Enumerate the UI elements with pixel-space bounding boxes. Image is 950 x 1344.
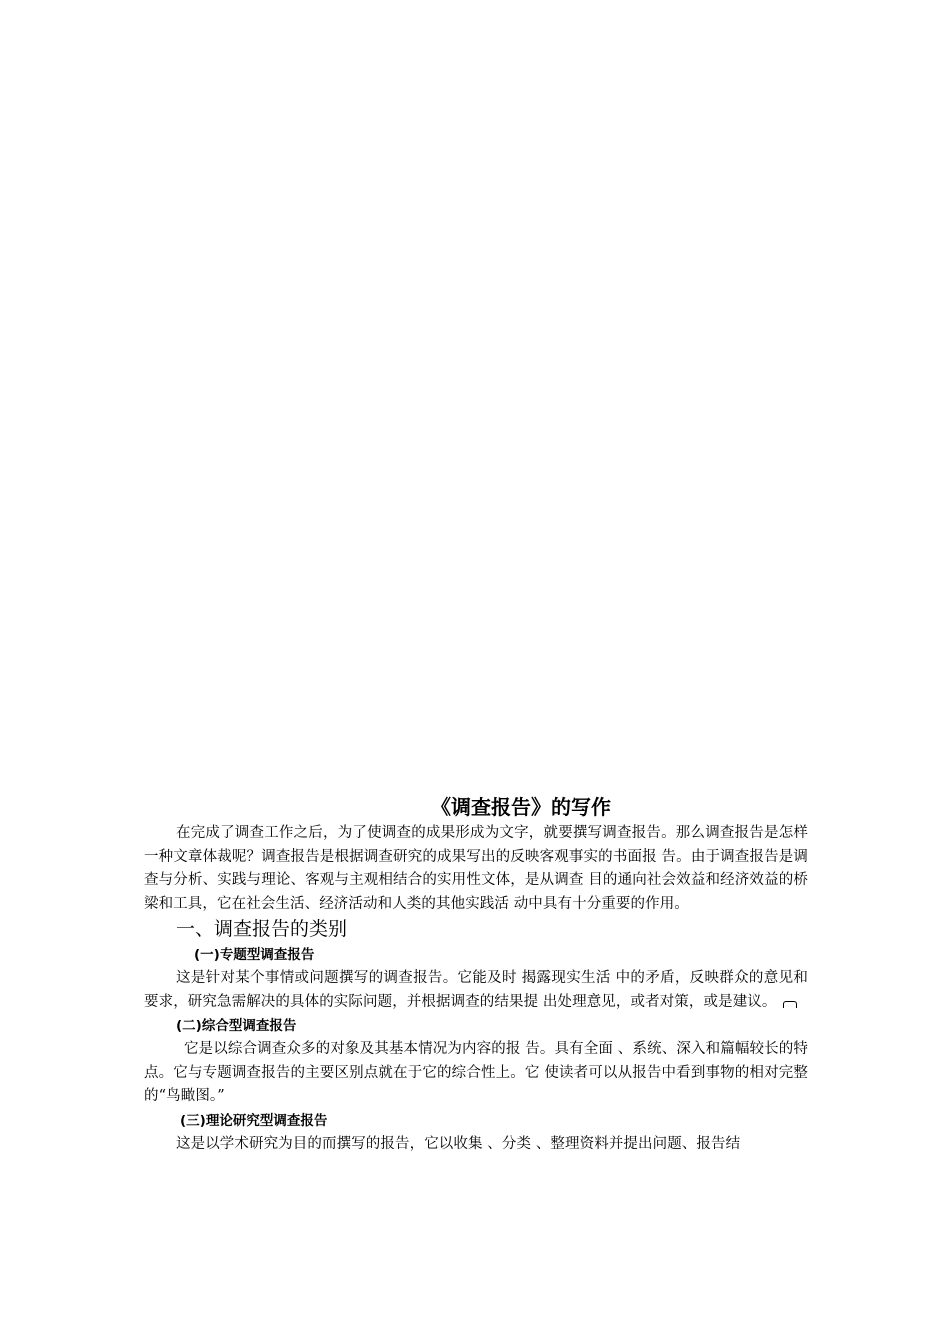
document-title: 《调查报告》的写作 xyxy=(431,795,611,819)
paragraph-comprehensive-report: 它是以综合调查众多的对象及其基本情况为内容的报 告。具有全面 、系统、深入和篇幅较长的特点。它与专题调查报告的主要区别点就在于它的综合性上。它 使读者可以从报告中看到事物的相对完整的“鸟瞰图。” xyxy=(144,1041,808,1104)
paragraph-thematic-report xyxy=(144,967,808,1014)
edit-mark-icon xyxy=(783,1001,797,1008)
intro-paragraph: 在完成了调查工作之后，为了使调查的成果形成为文字，就要撰写调查报告。那么调查报告是怎样一种文章体裁呢？调查报告是根据调查研究的成果写出的反映客观事实的书面报 告。由于调查报告是调查与分析、实践与理论、客观与主观相结合的实用性文体，是从调查 目的通向社会效益和经济效益的桥梁和工具，它在社会生活、经济活动和人类的其他实践活 动中具有十分重要的作用。 xyxy=(144,825,808,912)
paragraph-thematic-report-text: 这是针对某个事情或问题撰写的调查报告。它能及时 揭露现实生活 中的矛盾，反映群众的意见和要求，研究急需解决的具体的实际问题，并根据调查的结果提 出处理意见，或者对策，或是建议。 xyxy=(144,970,808,1010)
subheading-comprehensive-report: (二)综合型调查报告 xyxy=(176,1018,297,1034)
document-body xyxy=(144,792,808,1156)
section-heading-categories: 一、调查报告的类别 xyxy=(176,918,348,940)
subheading-theoretical-report: (三)理论研究型调查报告 xyxy=(180,1112,328,1129)
subheading-thematic-report: (一)专题型调查报告 xyxy=(194,947,315,963)
paragraph-theoretical-report: 这是以学术研究为目的而撰写的报告，它以收集 、分类 、整理资料并提出问题、报告结 xyxy=(176,1135,741,1152)
